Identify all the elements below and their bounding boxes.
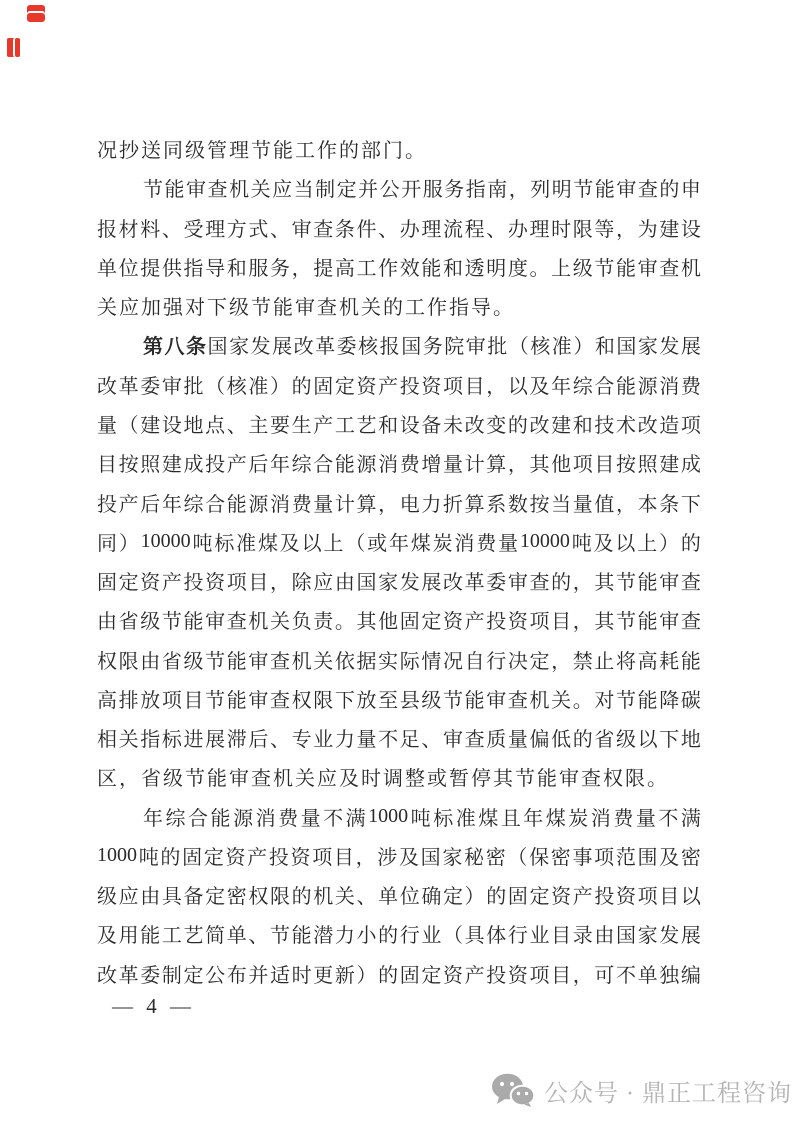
document-body <box>97 129 701 993</box>
text-line: 报 材 料 、 受 理 方 式 、 审 查 条 件 、 办 理 流 程 、 办 理 时 限 等 ， 为 建 设 <box>97 218 701 241</box>
text-line: 区 ， 省 级 节 能 审 查 机 关 应 及 时 调 整 或 暂 停 其 节 能 审 查 权 限 。 <box>97 768 667 791</box>
text-line: 固 定 资 产 投 资 项 目 ， 除 应 由 国 家 发 展 改 革 委 审 查 的 ， 其 节 能 审 查 <box>97 572 701 595</box>
text-line: 及 用 能 工 艺 简 单 、 节 能 潜 力 小 的 行 业 （ 具 体 行 业 目 录 由 国 家 发 展 <box>97 925 701 948</box>
text-line: 改 革 委 审 批 （ 核 准 ） 的 固 定 资 产 投 资 项 目 ， 以 及 年 综 合 能 源 消 费 <box>97 375 701 398</box>
text-line: 节 能 审 查 机 关 应 当 制 定 并 公 开 服 务 指 南 ， 列 明 节 能 审 查 的 申 <box>143 179 701 202</box>
text-line: 1000 吨 的 固 定 资 产 投 资 项 目 ， 涉 及 国 家 秘 密 （ 保 密 事 项 范 围 及 密 <box>97 843 701 869</box>
text-line: 关 应 加 强 对 下 级 节 能 审 查 机 关 的 工 作 指 导 。 <box>97 297 513 320</box>
wechat-watermark-label: 公众号 · 鼎正工程咨询 <box>544 1080 792 1107</box>
text-line: 高 排 放 项 目 节 能 审 查 权 限 下 放 至 县 级 节 能 审 查 机 关 。 对 节 能 降 碳 <box>97 689 701 712</box>
text-line: 量 （ 建 设 地 点 、 主 要 生 产 工 艺 和 设 备 未 改 变 的 改 建 和 技 术 改 造 项 <box>97 414 701 437</box>
text-line: 级 应 由 具 备 定 密 权 限 的 机 关 、 单 位 确 定 ） 的 固 定 资 产 投 资 项 目 以 <box>97 886 701 909</box>
wechat-watermark <box>491 1072 792 1108</box>
text-line: 年 综 合 能 源 消 费 量 不 满 1000 吨 标 准 煤 且 年 煤 炭 消 费 量 不 满 <box>143 804 701 830</box>
text-line: 由 省 级 节 能 审 查 机 关 负 责 。 其 他 固 定 资 产 投 资 项 目 ， 其 节 能 审 查 <box>97 611 701 634</box>
text-line: 单 位 提 供 指 导 和 服 务 ， 提 高 工 作 效 能 和 透 明 度 。 上 级 节 能 审 查 机 <box>97 257 701 280</box>
red-seal-mark <box>7 38 20 57</box>
text-line: 同 ） 10000 吨 标 准 煤 及 以 上 （ 或 年 煤 炭 消 费 量 10000 吨 及 以 上 ） 的 <box>97 529 701 555</box>
text-line: 改 革 委 制 定 公 布 并 适 时 更 新 ） 的 固 定 资 产 投 资 项 目 ， 可 不 单 独 编 <box>97 964 701 987</box>
text-line: 目 按 照 建 成 投 产 后 年 综 合 能 源 消 费 增 量 计 算 ， 其 他 项 目 按 照 建 成 <box>97 454 701 477</box>
text-line: 况 抄 送 同 级 管 理 节 能 工 作 的 部 门 。 <box>97 140 425 163</box>
page-number: — 4 — <box>112 994 192 1018</box>
text-line: 投 产 后 年 综 合 能 源 消 费 量 计 算 ， 电 力 折 算 系 数 按 当 量 值 ， 本 条 下 <box>97 493 701 516</box>
text-line: 相 关 指 标 进 展 滞 后 、 专 业 力 量 不 足 、 审 查 质 量 偏 低 的 省 级 以 下 地 <box>97 729 701 752</box>
text-line: 第 八 条 国 家 发 展 改 革 委 核 报 国 务 院 审 批 （ 核 准 ） 和 国 家 发 展 <box>143 336 701 359</box>
wechat-icon <box>491 1073 535 1107</box>
red-seal-mark <box>27 5 45 22</box>
text-line: 权 限 由 省 级 节 能 审 查 机 关 依 据 实 际 情 况 自 行 决 定 ， 禁 止 将 高 耗 能 <box>97 650 701 673</box>
